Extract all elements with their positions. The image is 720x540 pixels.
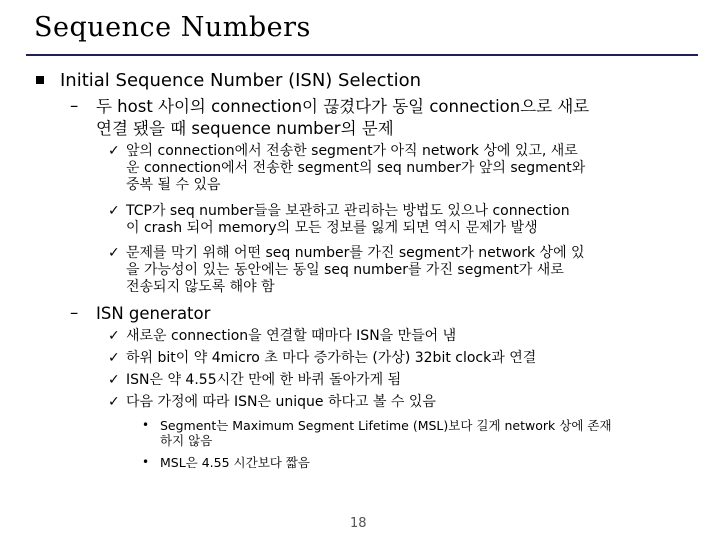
list-item-line: 새로운 connection을 연결할 때마다 ISN을 만들어 냄 bbox=[126, 328, 457, 344]
dot-bullet: • bbox=[142, 418, 150, 432]
list-item-line: 을 가능성이 있는 동안에는 동일 seq number를 가진 segment가 새로 bbox=[126, 262, 564, 278]
slide-title: Sequence Numbers bbox=[34, 12, 311, 43]
check-icon: ✓ bbox=[108, 203, 120, 219]
list-item-line: 문제를 막기 위해 어떤 seq number를 가진 segment가 network 상에 있 bbox=[126, 245, 585, 261]
check-icon: ✓ bbox=[108, 350, 120, 366]
list-item-line: 중복 될 수 있음 bbox=[126, 177, 221, 193]
list-item-line: 전송되지 않도록 해야 함 bbox=[126, 279, 275, 295]
sub-item-line: 하지 않음 bbox=[160, 433, 213, 448]
list-item-line: TCP가 seq number들을 보관하고 관리하는 방법도 있으나 connection bbox=[126, 203, 570, 219]
square-bullet-icon bbox=[36, 76, 44, 84]
check-icon: ✓ bbox=[108, 143, 120, 159]
sub-item-line: Segment는 Maximum Segment Lifetime (MSL)보다 길게 network 상에 존재 bbox=[160, 418, 612, 433]
check-icon: ✓ bbox=[108, 245, 120, 261]
dash-bullet: – bbox=[70, 96, 79, 115]
section-heading-line: ISN generator bbox=[96, 304, 211, 323]
page-number: 18 bbox=[350, 516, 367, 531]
section-heading-line: 연결 됐을 때 sequence number의 문제 bbox=[96, 119, 394, 138]
list-item-line: ISN은 약 4.55시간 만에 한 바퀴 돌아가게 됨 bbox=[126, 372, 402, 388]
list-item-line: 다음 가정에 따라 ISN은 unique 하다고 볼 수 있음 bbox=[126, 394, 436, 410]
list-item-line: 이 crash 되어 memory의 모든 정보를 잃게 되면 역시 문제가 발생 bbox=[126, 220, 538, 236]
title-divider bbox=[26, 54, 698, 56]
check-icon: ✓ bbox=[108, 328, 120, 344]
check-icon: ✓ bbox=[108, 394, 120, 410]
list-item-line: 하위 bit이 약 4micro 초 마다 증가하는 (가상) 32bit clock과 연결 bbox=[126, 350, 537, 366]
list-item-line: 앞의 connection에서 전송한 segment가 아직 network 상에 있고, 새로 bbox=[126, 143, 578, 159]
dot-bullet: • bbox=[142, 455, 150, 469]
dash-bullet: – bbox=[70, 303, 79, 322]
check-icon: ✓ bbox=[108, 372, 120, 388]
list-item-line: 운 connection에서 전송한 segment의 seq number가 앞의 segment와 bbox=[126, 160, 586, 176]
section-heading-line: 두 host 사이의 connection이 끊겼다가 동일 connection으로 새로 bbox=[96, 97, 590, 116]
sub-item-line: MSL은 4.55 시간보다 짧음 bbox=[160, 455, 310, 470]
main-bullet-text: Initial Sequence Number (ISN) Selection bbox=[60, 70, 421, 91]
